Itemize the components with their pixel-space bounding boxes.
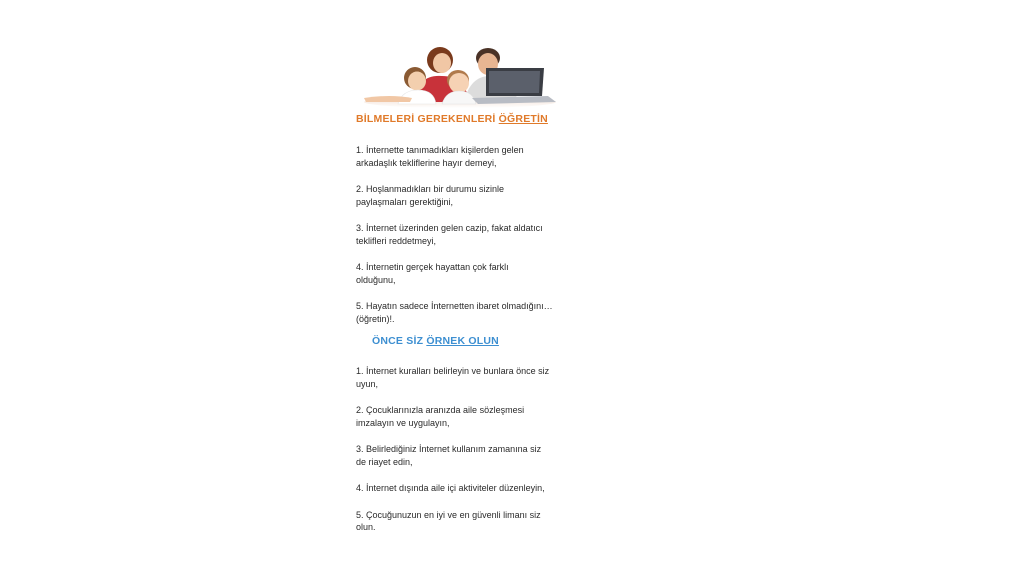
- heading-text-part1: ÖNCE SİZ: [372, 335, 424, 347]
- list-item-line: de riayet edin,: [356, 456, 413, 467]
- list-item-line: olduğunu,: [356, 274, 396, 285]
- list-item-line: 4. İnternetin gerçek hayattan çok farklı: [356, 262, 509, 272]
- list-item: [356, 482, 606, 495]
- list-item-line: (öğretin)!.: [356, 313, 395, 324]
- list-item-line: 5. Çocuğunuzun en iyi ve en güvenli limanı siz: [356, 509, 541, 520]
- list-item: [356, 183, 606, 208]
- list-item-line: 2. Hoşlanmadıkları bir durumu sizinle: [356, 184, 505, 194]
- list-item: [356, 222, 606, 247]
- list-item-line: 1. İnternet kuralları belirleyin ve bunlara önce siz: [356, 366, 550, 376]
- list-item: [356, 404, 606, 429]
- heading-text-part2: ÖĞRETİN: [498, 113, 548, 125]
- list-item: [356, 443, 606, 468]
- list-item-line: 3. İnternet üzerinden gelen cazip, fakat aldatıcı: [356, 223, 543, 233]
- list-item-line: teklifleri reddetmeyi,: [356, 235, 437, 246]
- list-item-line: 2. Çocuklarınızla aranızda aile sözleşmesi: [356, 405, 525, 415]
- teach-list: [356, 144, 606, 339]
- list-item: [356, 144, 606, 169]
- list-item: [356, 365, 606, 390]
- section-heading-teach: [356, 113, 548, 125]
- list-item: [356, 261, 606, 286]
- section-heading-set-example: [372, 335, 499, 347]
- list-item-line: 5. Hayatın sadece İnternetten ibaret olmadığını…: [356, 301, 553, 311]
- list-item-line: arkadaşlık tekliflerine hayır demeyi,: [356, 157, 497, 168]
- list-item: [356, 509, 606, 534]
- list-item-line: 1. İnternette tanımadıkları kişilerden gelen: [356, 145, 524, 155]
- heading-text-part2: ÖRNEK OLUN: [426, 335, 499, 347]
- list-item-line: uyun,: [356, 378, 379, 389]
- example-list: [356, 365, 606, 548]
- list-item: [356, 300, 606, 325]
- list-item-line: 3. Belirlediğiniz İnternet kullanım zamanına siz: [356, 444, 542, 454]
- family-laptop-illustration: [360, 38, 560, 110]
- list-item-line: paylaşmaları gerektiğini,: [356, 196, 454, 207]
- list-item-line: 4. İnternet dışında aile içi aktiviteler düzenleyin,: [356, 483, 545, 493]
- heading-text-part1: BİLMELERİ GEREKENLERİ: [356, 113, 496, 125]
- list-item-line: olun.: [356, 522, 376, 532]
- list-item-line: imzalayın ve uygulayın,: [356, 417, 450, 428]
